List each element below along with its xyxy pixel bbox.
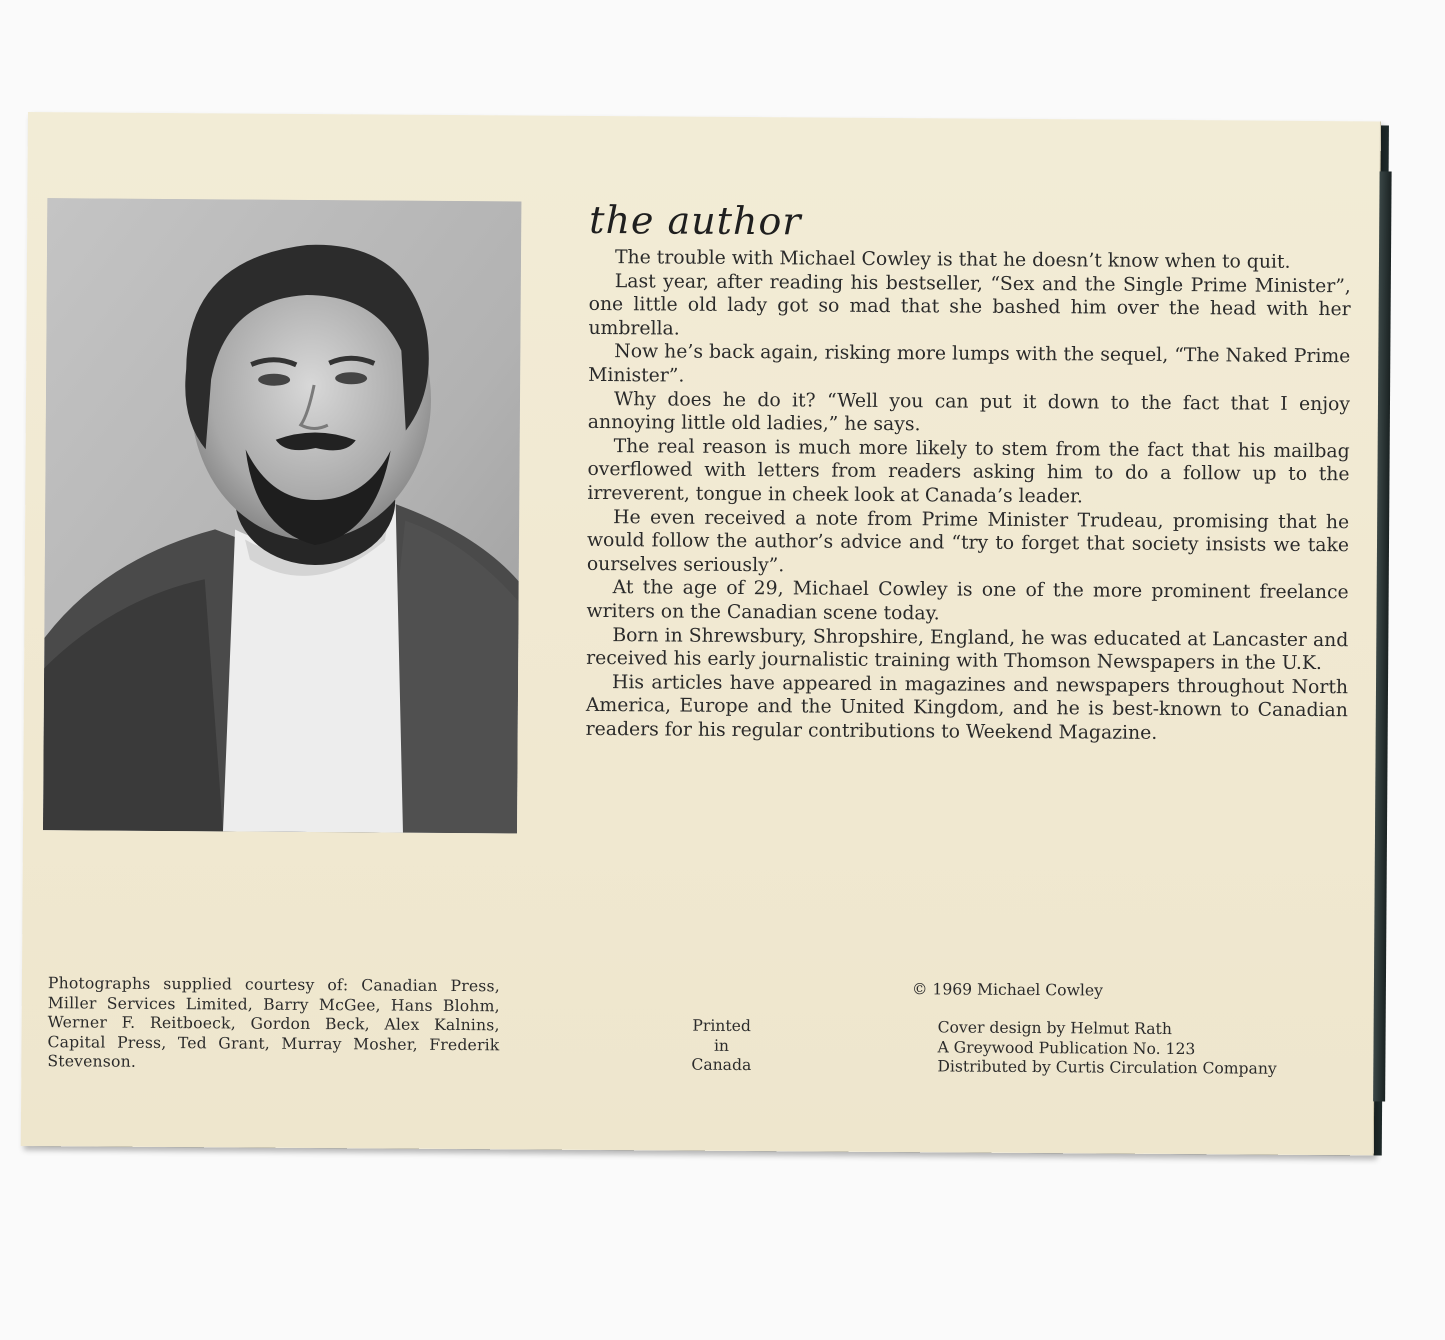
section-heading: the author xyxy=(589,197,802,244)
bio-paragraph: Why does he do it? “Well you can put it down to the fact that I enjoy annoying little old ladies,” he says. xyxy=(587,388,1351,436)
printed-line: in xyxy=(713,1036,730,1055)
spine-shadow xyxy=(1373,171,1391,1101)
publisher-line: Distributed by Curtis Circulation Company xyxy=(937,1057,1277,1078)
printed-line: Printed xyxy=(692,1016,751,1036)
copyright-notice: © 1969 Michael Cowley xyxy=(911,980,1104,1000)
photo-credits: Photographs supplied courtesy of: Canadian Press, Miller Services Limited, Barry McGee, Hans Blohm, Werner F. Reitboeck, Gordon Beck, Alex Kalnins, Capital Press, Ted Grant, Murray Mosher, Frederik Stevenson. xyxy=(47,974,500,1072)
bio-paragraph: Born in Shrewsbury, Shropshire, England, he was educated at Lancaster and received his early journalistic training with Thomson Newspapers in the U.K. xyxy=(586,624,1349,675)
bio-paragraph: His articles have appeared in magazines and newspapers throughout North America, Europe and the United Kingdom, and he is best-known to Canadian readers for his regular contributions to Weekend Magazine. xyxy=(585,671,1349,744)
bio-paragraph: Last year, after reading his bestseller, “Sex and the Single Prime Minister”, one little old lady got so mad that she bashed him over the head with her umbrella. xyxy=(588,270,1351,340)
printed-in-canada xyxy=(671,1017,771,1076)
publisher-line: A Greywood Publication No. 123 xyxy=(937,1037,1196,1058)
bio-paragraph: He even received a note from Prime Minister Trudeau, promising that he would follow the author’s advice and “try to forget that society insists we take ourselves seriously”. xyxy=(586,506,1350,577)
book-back-cover xyxy=(21,112,1381,1155)
bio-paragraph: Now he’s back again, risking more lumps with the sequel, “The Naked Prime Minister”. xyxy=(588,341,1351,387)
author-photo xyxy=(43,198,521,833)
publisher-info xyxy=(937,1018,1277,1079)
bio-paragraph: The real reason is much more likely to stem from the fact that his mailbag overflowed with letters from readers asking him to do a follow up to the irreverent, tongue in cheek look at Canada’s leader. xyxy=(587,435,1350,508)
bio-paragraph: At the age of 29, Michael Cowley is one of the more prominent freelance writers on the Canadian scene today. xyxy=(586,577,1349,625)
printed-line: Canada xyxy=(691,1055,752,1075)
author-bio xyxy=(586,246,1351,747)
publisher-line: Cover design by Helmut Rath xyxy=(937,1018,1172,1039)
bio-paragraph: The trouble with Michael Cowley is that he doesn’t know when to quit. xyxy=(614,247,1291,273)
